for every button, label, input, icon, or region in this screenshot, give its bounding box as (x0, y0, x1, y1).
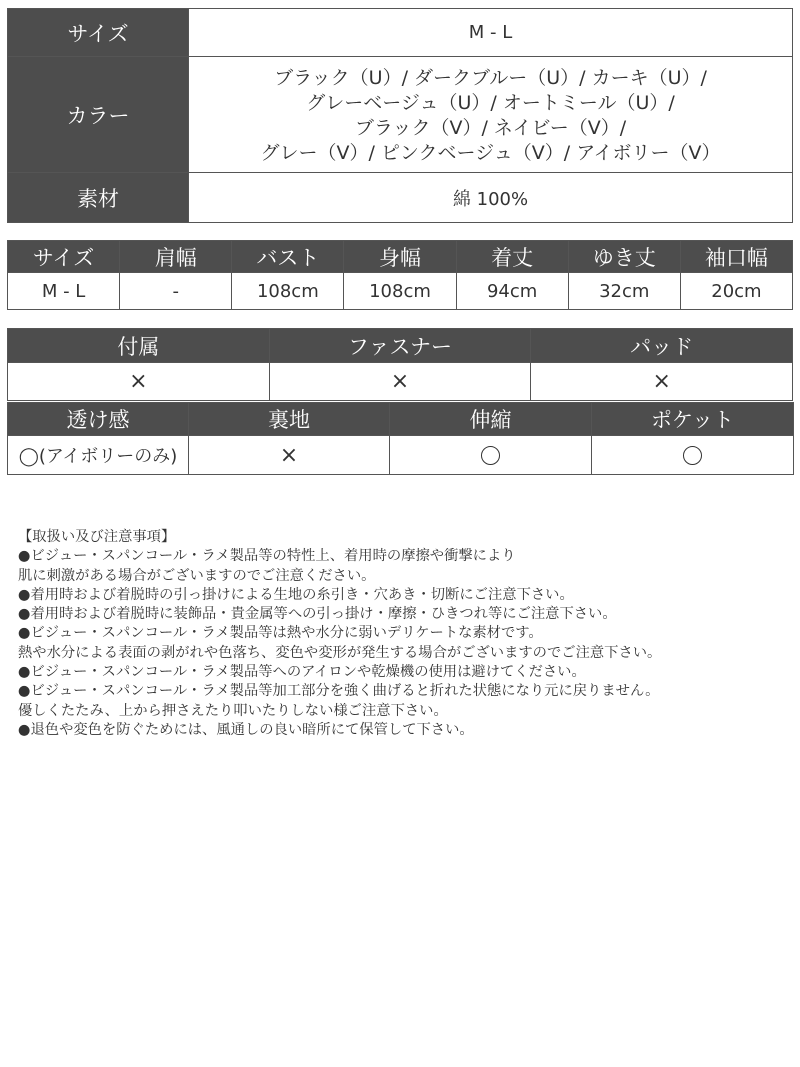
features-1-value-row (8, 363, 793, 401)
circle-mark-icon (481, 446, 500, 465)
size-header-body-width: 身幅 (344, 241, 456, 273)
size-header-shoulder: 肩幅 (120, 241, 232, 273)
notes-title: 【取扱い及び注意事項】 (18, 529, 176, 545)
material-label: 素材 (8, 173, 189, 223)
note-line: ●退色や変色を防ぐためには、風通しの良い暗所にて保管して下さい。 (18, 721, 474, 738)
size-header-length: 着丈 (456, 241, 568, 273)
lining-value: × (189, 436, 390, 475)
features-2-header-row (8, 403, 794, 436)
note-line: ●着用時および着脱時の引っ掛けによる生地の糸引き・穴あき・切断にご注意下さい。 (18, 586, 574, 603)
pocket-value (592, 436, 794, 475)
color-line: ブラック（V）/ ネイビー（V）/ (354, 116, 627, 139)
features-table-2 (7, 402, 794, 475)
size-header-sleeve-length: ゆき丈 (568, 241, 680, 273)
features-table-1 (7, 328, 793, 401)
note-line: 熱や水分による表面の剥がれや色落ち、変色や変形が発生する場合がございますのでご注意下さい。 (18, 644, 662, 661)
note-line: ●着用時および着脱時に装飾品・貴金属等への引っ掛け・摩擦・ひきつれ等にご注意下さい。 (18, 606, 617, 623)
note-line: ●ビジュー・スパンコール・ラメ製品等は熱や水分に弱いデリケートな素材です。 (18, 625, 543, 642)
size-table (7, 240, 793, 310)
features-2-value-row (8, 436, 794, 475)
color-line: グレーベージュ（U）/ オートミール（U）/ (306, 91, 675, 114)
size-value-bust: 108cm (232, 273, 344, 310)
size-value-length: 94cm (456, 273, 568, 310)
zipper-label: ファスナー (269, 329, 531, 363)
pad-label: パッド (531, 329, 793, 363)
size-label: サイズ (8, 9, 189, 57)
care-notes (18, 528, 793, 740)
sheerness-label: 透け感 (8, 403, 189, 436)
zipper-value: × (269, 363, 531, 401)
pad-value: × (531, 363, 793, 401)
note-line: ●ビジュー・スパンコール・ラメ製品等へのアイロンや乾燥機の使用は避けてください。 (18, 664, 586, 681)
material-value: 綿 100% (189, 173, 793, 223)
size-value-size: M - L (8, 273, 120, 310)
size-value: M - L (189, 9, 793, 57)
size-value-cuff-width: 20cm (680, 273, 792, 310)
stretch-label: 伸縮 (390, 403, 592, 436)
size-value-body-width: 108cm (344, 273, 456, 310)
accessories-label: 付属 (8, 329, 270, 363)
size-header-size: サイズ (8, 241, 120, 273)
accessories-value: × (8, 363, 270, 401)
note-line: 優しくたたみ、上から押さえたり叩いたりしない様ご注意下さい。 (18, 702, 448, 719)
pocket-label: ポケット (592, 403, 794, 436)
size-table-value-row (8, 273, 793, 310)
note-line: ●ビジュー・スパンコール・ラメ製品等の特性上、着用時の摩擦や衝撃により (18, 548, 516, 565)
size-table-header-row (8, 241, 793, 273)
size-header-cuff-width: 袖口幅 (680, 241, 792, 273)
lining-label: 裏地 (189, 403, 390, 436)
size-value-shoulder: - (120, 273, 232, 310)
color-line: ブラック（U）/ ダークブルー（U）/ カーキ（U）/ (274, 66, 707, 89)
circle-mark-icon (683, 446, 702, 465)
color-label: カラー (8, 57, 189, 173)
color-line: グレー（V）/ ピンクベージュ（V）/ アイボリー（V） (260, 141, 721, 164)
color-values (189, 57, 793, 173)
sheerness-value: ◯(アイボリーのみ) (8, 436, 189, 475)
stretch-value (390, 436, 592, 475)
spec-table (7, 8, 793, 223)
note-line: ●ビジュー・スパンコール・ラメ製品等加工部分を強く曲げると折れた状態になり元に戻りません。 (18, 683, 660, 700)
size-header-bust: バスト (232, 241, 344, 273)
note-line: 肌に刺激がある場合がございますのでご注意ください。 (18, 567, 376, 584)
size-value-sleeve-length: 32cm (568, 273, 680, 310)
features-1-header-row (8, 329, 793, 363)
